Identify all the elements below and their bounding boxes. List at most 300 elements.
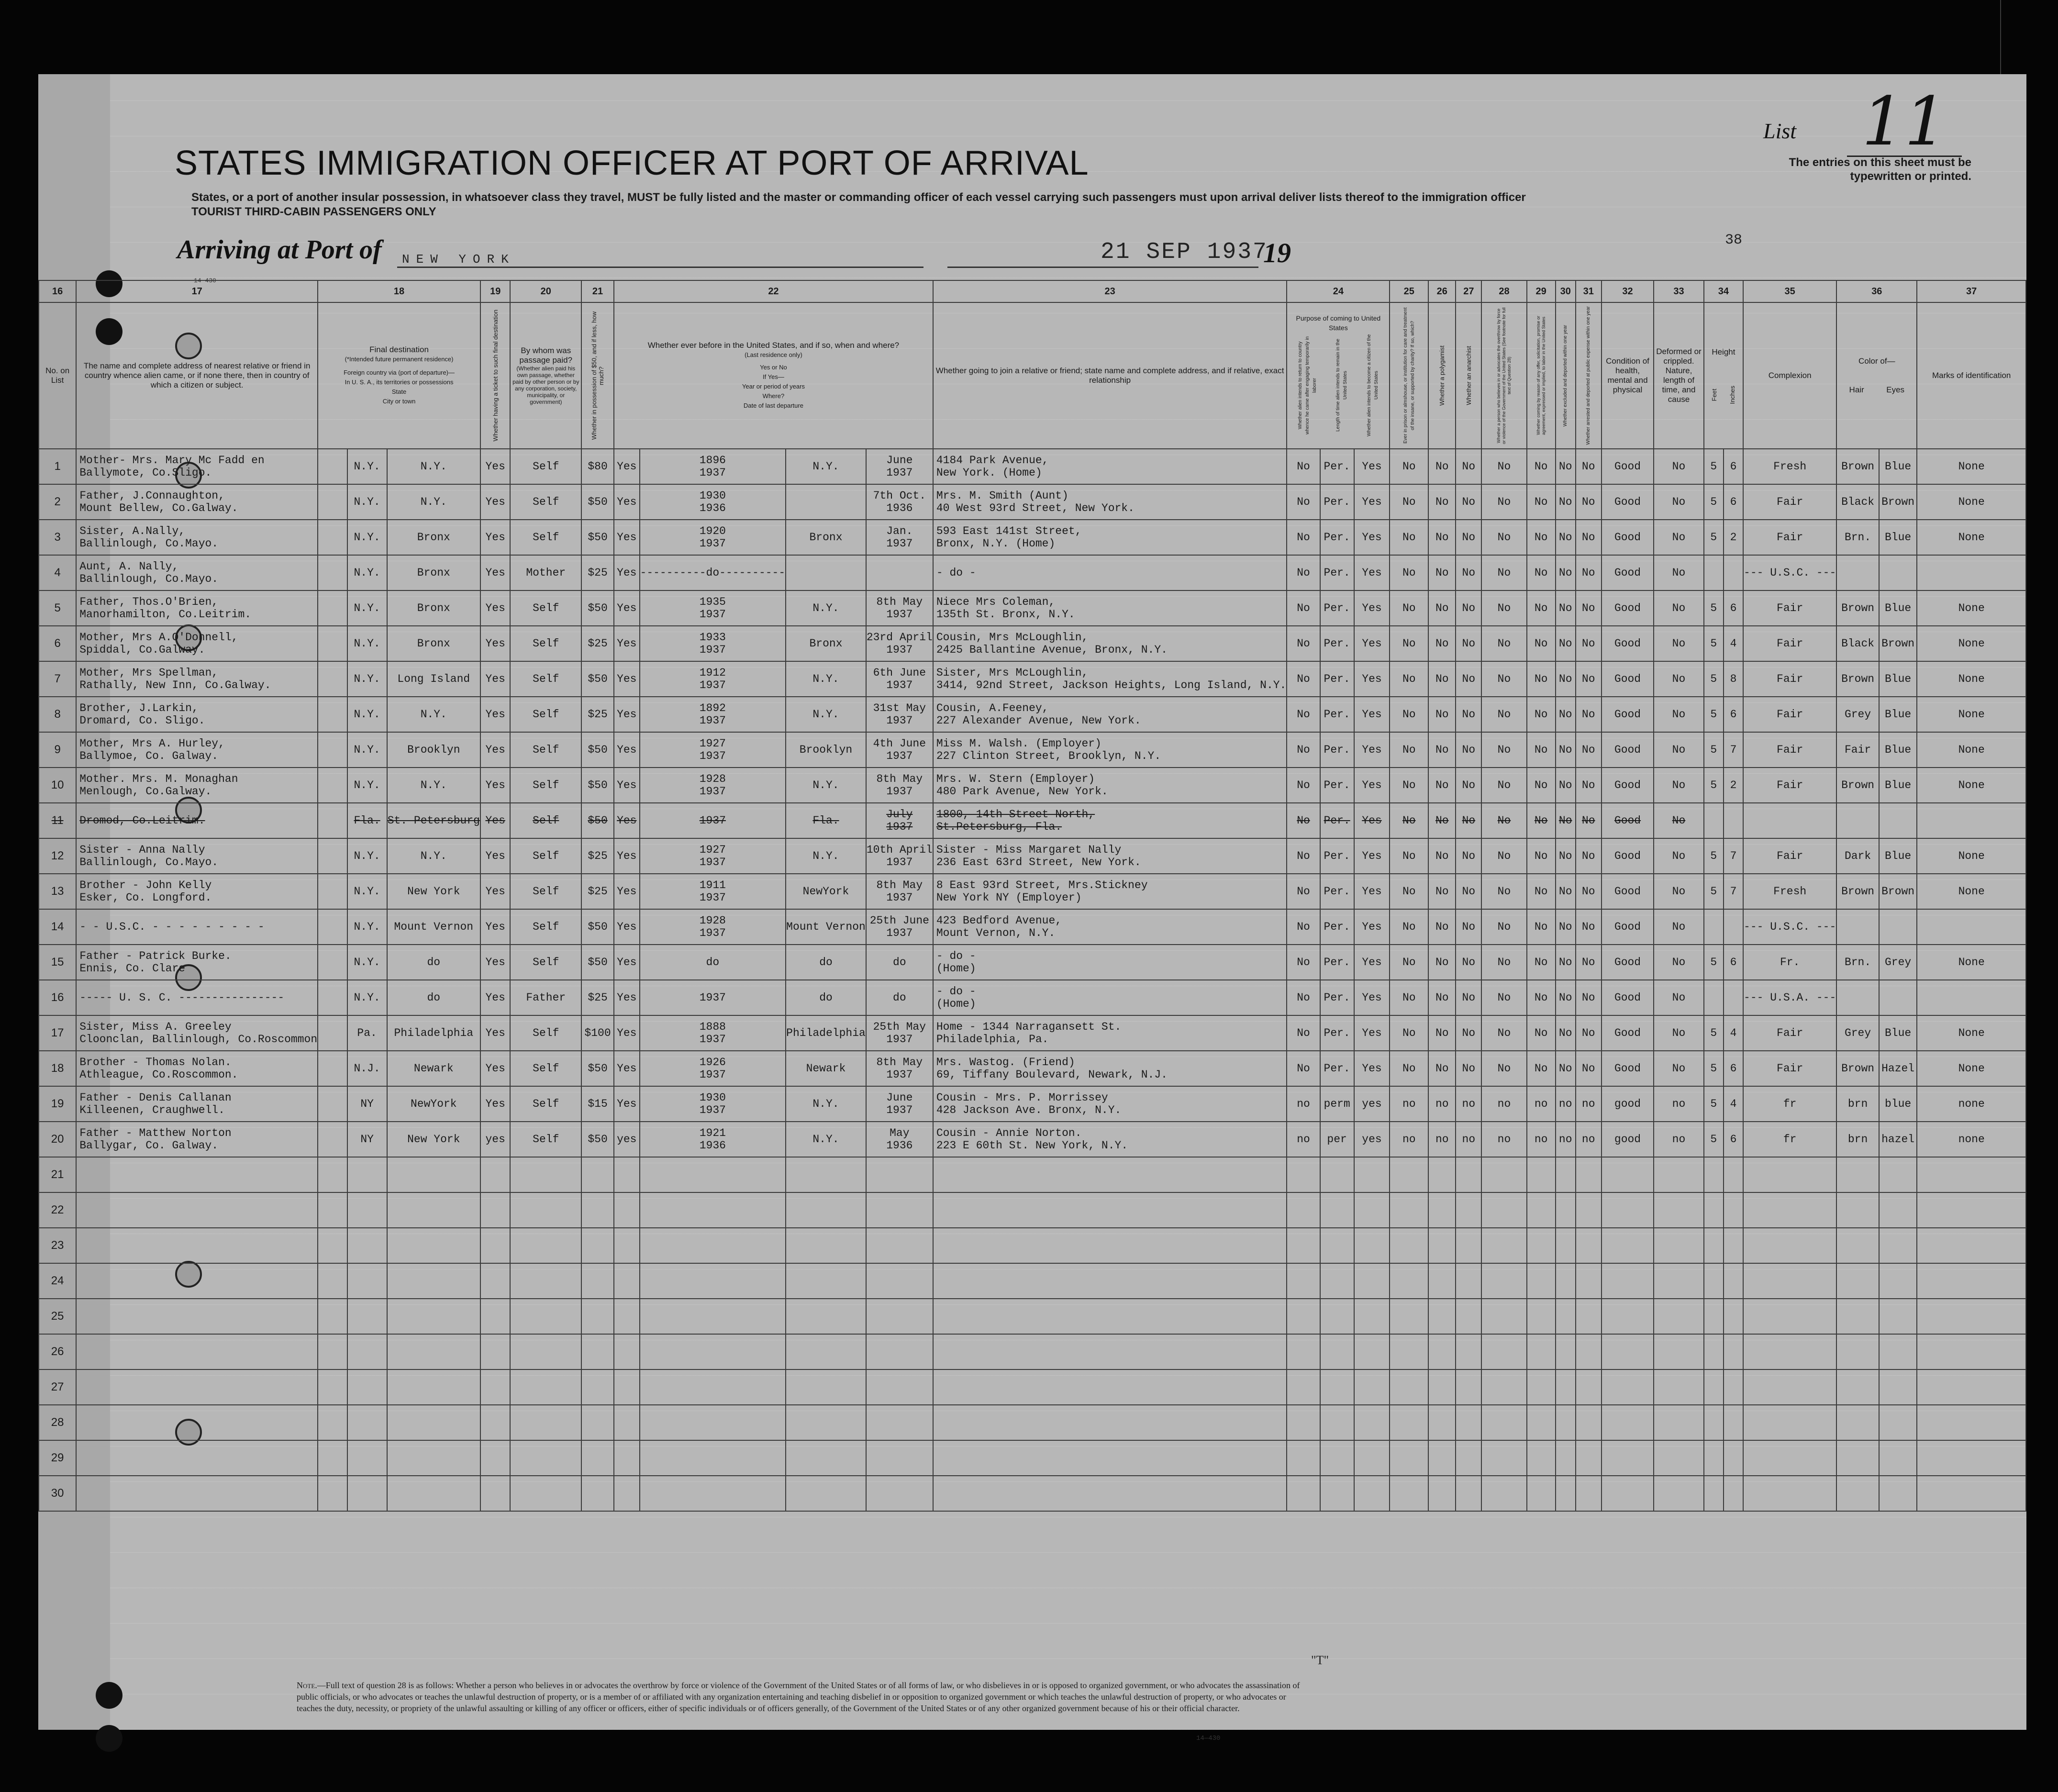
hair-cell: Brn.: [1836, 520, 1879, 555]
table-row-empty: [39, 1369, 2026, 1405]
complexion-cell: [1743, 1440, 1836, 1476]
passage-paid-cell: Self: [510, 1015, 581, 1051]
ticket-cell: Yes: [480, 803, 511, 838]
passage-paid-cell: [510, 1440, 581, 1476]
departure-date-cell-line: do: [893, 991, 906, 1004]
header-in-usa: In U. S. A., its territories or possessions: [345, 378, 454, 386]
anarchist-cell: No: [1456, 555, 1481, 590]
money-cell: $25: [581, 626, 614, 661]
relative-cell-line: - - U.S.C. - - - - - - - - -: [79, 921, 265, 933]
footnote-form-code: 14—430: [1196, 1735, 1221, 1742]
prison-cell: No: [1390, 838, 1428, 874]
where-cell: [786, 1440, 866, 1476]
table-row: [39, 626, 2026, 661]
relative-cell: [76, 1299, 318, 1334]
period-cell-line: 1927: [699, 844, 726, 856]
table-row: [39, 768, 2026, 803]
deformed-cell: No: [1654, 697, 1704, 732]
polygamist-cell: No: [1428, 945, 1456, 980]
prison-cell: no: [1390, 1086, 1428, 1122]
health-cell: Good: [1602, 874, 1654, 909]
period-cell: [640, 1263, 786, 1299]
state-cell: [347, 1476, 387, 1511]
period-cell: [640, 909, 786, 945]
complexion-cell: [1743, 1334, 1836, 1369]
labor-offer-cell: no: [1527, 1122, 1556, 1157]
feet-cell: 5: [1704, 661, 1724, 697]
purpose-citizen-cell: Yes: [1354, 803, 1390, 838]
inches-cell: 6: [1724, 484, 1743, 520]
health-cell: [1602, 1476, 1654, 1511]
health-cell: [1602, 1369, 1654, 1405]
purpose-citizen-cell: Yes: [1354, 449, 1390, 484]
anarchist-cell: No: [1456, 590, 1481, 626]
anarchist-cell: No: [1456, 768, 1481, 803]
polygamist-cell: [1428, 1157, 1456, 1192]
joining-cell-line: 227 Clinton Street, Brooklyn, N.Y.: [936, 750, 1161, 762]
purpose-return-cell: [1287, 1334, 1320, 1369]
purpose-return-cell: [1287, 1157, 1320, 1192]
relative-cell-line: Ballygar, Co. Galway.: [79, 1139, 219, 1152]
header-purpose-title: Purpose of coming to United States: [1296, 314, 1381, 332]
deformed-cell: [1654, 1299, 1704, 1334]
ticket-cell: [480, 1192, 511, 1228]
table-row: [39, 980, 2026, 1015]
period-cell: [640, 484, 786, 520]
passage-paid-cell: [510, 1228, 581, 1263]
feet-cell: [1704, 555, 1724, 590]
anarchist-cell: [1456, 1369, 1481, 1405]
ticket-cell: Yes: [480, 555, 511, 590]
inches-cell: 2: [1724, 520, 1743, 555]
manifest-rows: [39, 449, 2026, 1511]
ticket-cell: Yes: [480, 838, 511, 874]
hair-cell: [1836, 803, 1879, 838]
where-cell: [786, 1299, 866, 1334]
relative-cell: [76, 1334, 318, 1369]
joining-cell: [933, 1369, 1287, 1405]
purpose-length-cell: [1320, 1440, 1354, 1476]
deformed-cell: [1654, 1369, 1704, 1405]
polygamist-cell: No: [1428, 768, 1456, 803]
table-row: [39, 909, 2026, 945]
departure-date-cell-line: 23rd April: [866, 631, 933, 644]
purpose-length-cell: Per.: [1320, 555, 1354, 590]
relative-cell: [76, 449, 318, 484]
money-cell: $50: [581, 768, 614, 803]
complexion-cell: [1743, 1299, 1836, 1334]
anarchist-cell: No: [1456, 732, 1481, 768]
period-cell-line: 1937: [699, 679, 726, 691]
money-cell: [581, 1440, 614, 1476]
health-cell: [1602, 1192, 1654, 1228]
eyes-cell: Blue: [1879, 838, 1917, 874]
excluded-cell: No: [1556, 484, 1576, 520]
ticket-cell: [480, 1334, 511, 1369]
deported-cell: no: [1576, 1122, 1602, 1157]
marks-cell: [1917, 1157, 2026, 1192]
purpose-return-cell: No: [1287, 520, 1320, 555]
joining-cell-line: - do -: [936, 567, 976, 579]
excluded-cell: [1556, 1228, 1576, 1263]
inches-cell: 2: [1724, 768, 1743, 803]
where-cell: N.Y.: [786, 661, 866, 697]
money-cell: $50: [581, 520, 614, 555]
col-number: 31: [1576, 280, 1602, 302]
feet-cell: [1704, 1334, 1724, 1369]
purpose-return-cell: No: [1287, 449, 1320, 484]
joining-cell-line: Mount Vernon, N.Y.: [936, 927, 1056, 939]
header-date-departure: Date of last departure: [743, 402, 803, 409]
city-cell: Mount Vernon: [387, 909, 480, 945]
row-number: 15: [39, 945, 76, 980]
state-cell: [347, 1192, 387, 1228]
prison-cell: No: [1390, 945, 1428, 980]
deported-cell: No: [1576, 1051, 1602, 1086]
departure-date-cell-line: 7th Oct.: [873, 490, 926, 502]
anarchist-cell: No: [1456, 874, 1481, 909]
relative-cell-line: Manorhamilton, Co.Leitrim.: [79, 608, 252, 621]
foreign-via-cell: [318, 874, 347, 909]
deformed-cell: No: [1654, 838, 1704, 874]
excluded-cell: No: [1556, 874, 1576, 909]
before-cell: Yes: [614, 874, 639, 909]
period-cell-line: 1921: [699, 1127, 726, 1139]
prison-cell: no: [1390, 1122, 1428, 1157]
header-anarchist-text: Whether an anarchist: [1465, 346, 1472, 405]
city-cell: N.Y.: [387, 838, 480, 874]
before-cell: yes: [614, 1122, 639, 1157]
purpose-citizen-cell: Yes: [1354, 874, 1390, 909]
feet-cell: [1704, 1228, 1724, 1263]
where-cell: N.Y.: [786, 1086, 866, 1122]
relative-cell: [76, 626, 318, 661]
purpose-return-cell: [1287, 1440, 1320, 1476]
labor-offer-cell: [1527, 1157, 1556, 1192]
hair-cell: [1836, 1476, 1879, 1511]
passage-paid-cell: Self: [510, 626, 581, 661]
deported-cell: No: [1576, 909, 1602, 945]
joining-cell: [933, 1228, 1287, 1263]
period-cell: [640, 1369, 786, 1405]
departure-date-cell-line: 1937: [886, 785, 913, 798]
header-purpose-c: Whether alien intends to become a citizen of the United States: [1366, 334, 1379, 436]
passage-paid-cell: Self: [510, 449, 581, 484]
period-cell-line: 1937: [699, 1033, 726, 1046]
money-cell: $100: [581, 1015, 614, 1051]
departure-date-cell-line: 1937: [886, 644, 913, 656]
purpose-citizen-cell: Yes: [1354, 484, 1390, 520]
purpose-citizen-cell: [1354, 1192, 1390, 1228]
state-cell: N.Y.: [347, 484, 387, 520]
departure-date-cell: [866, 768, 933, 803]
joining-cell-line: 8 East 93rd Street, Mrs.Stickney: [936, 879, 1148, 891]
where-cell: Fla.: [786, 803, 866, 838]
joining-cell: [933, 732, 1287, 768]
period-cell: [640, 626, 786, 661]
money-cell: [581, 1263, 614, 1299]
ticket-cell: Yes: [480, 697, 511, 732]
departure-date-cell-line: 1937: [886, 467, 913, 479]
passage-paid-cell: Self: [510, 697, 581, 732]
relative-cell: [76, 1086, 318, 1122]
purpose-length-cell: Per.: [1320, 626, 1354, 661]
relative-cell: [76, 768, 318, 803]
marks-cell: none: [1917, 1086, 2026, 1122]
health-cell: [1602, 1157, 1654, 1192]
foreign-via-cell: [318, 520, 347, 555]
inches-cell: 4: [1724, 1086, 1743, 1122]
polygamist-cell: No: [1428, 1015, 1456, 1051]
purpose-citizen-cell: Yes: [1354, 909, 1390, 945]
purpose-citizen-cell: [1354, 1263, 1390, 1299]
q28-cell: No: [1481, 838, 1526, 874]
joining-cell: [933, 1334, 1287, 1369]
state-cell: N.Y.: [347, 768, 387, 803]
joining-cell-line: (Home): [936, 998, 976, 1010]
city-cell: [387, 1157, 480, 1192]
purpose-citizen-cell: Yes: [1354, 768, 1390, 803]
polygamist-cell: [1428, 1476, 1456, 1511]
page-title: STATES IMMIGRATION OFFICER AT PORT OF ARRIVAL: [175, 144, 1089, 182]
deformed-cell: No: [1654, 1015, 1704, 1051]
labor-offer-cell: [1527, 1192, 1556, 1228]
anarchist-cell: No: [1456, 909, 1481, 945]
prison-cell: No: [1390, 484, 1428, 520]
deformed-cell: No: [1654, 626, 1704, 661]
period-cell: [640, 803, 786, 838]
departure-date-cell: [866, 732, 933, 768]
period-cell: [640, 980, 786, 1015]
feet-cell: [1704, 1263, 1724, 1299]
purpose-citizen-cell: Yes: [1354, 626, 1390, 661]
joining-cell-line: 223 E 60th St. New York, N.Y.: [936, 1139, 1128, 1152]
excluded-cell: No: [1556, 520, 1576, 555]
purpose-citizen-cell: Yes: [1354, 732, 1390, 768]
q28-cell: [1481, 1263, 1526, 1299]
feet-cell: [1704, 980, 1724, 1015]
before-cell: [614, 1299, 639, 1334]
purpose-return-cell: [1287, 1299, 1320, 1334]
city-cell: [387, 1334, 480, 1369]
before-cell: Yes: [614, 1086, 639, 1122]
eyes-cell: hazel: [1879, 1122, 1917, 1157]
period-cell-line: 1937: [699, 644, 726, 656]
complexion-cell: Fr.: [1743, 945, 1836, 980]
q28-cell: [1481, 1476, 1526, 1511]
polygamist-cell: No: [1428, 661, 1456, 697]
purpose-length-cell: Per.: [1320, 1015, 1354, 1051]
where-cell: [786, 555, 866, 590]
marks-cell: None: [1917, 590, 2026, 626]
health-cell: Good: [1602, 803, 1654, 838]
hair-cell: [1836, 1440, 1879, 1476]
joining-cell: [933, 661, 1287, 697]
labor-offer-cell: No: [1527, 555, 1556, 590]
health-cell: [1602, 1440, 1654, 1476]
deported-cell: No: [1576, 768, 1602, 803]
anarchist-cell: No: [1456, 803, 1481, 838]
col-number: 23: [933, 280, 1287, 302]
ticket-cell: Yes: [480, 1015, 511, 1051]
deported-cell: No: [1576, 697, 1602, 732]
deported-cell: [1576, 1157, 1602, 1192]
before-cell: Yes: [614, 909, 639, 945]
period-cell: [640, 1228, 786, 1263]
feet-cell: [1704, 1405, 1724, 1440]
q28-cell: [1481, 1299, 1526, 1334]
deported-cell: No: [1576, 874, 1602, 909]
hair-cell: [1836, 1192, 1879, 1228]
marks-cell: [1917, 1405, 2026, 1440]
prison-cell: [1390, 1157, 1428, 1192]
row-number: 23: [39, 1228, 76, 1263]
period-cell: [640, 945, 786, 980]
joining-cell-line: New York. (Home): [936, 467, 1042, 479]
purpose-citizen-cell: yes: [1354, 1086, 1390, 1122]
header-final-destination-note: (*Intended future permanent residence): [345, 356, 454, 363]
purpose-return-cell: [1287, 1369, 1320, 1405]
relative-cell: [76, 484, 318, 520]
departure-date-cell: [866, 1476, 933, 1511]
departure-date-cell-line: 1937: [886, 927, 913, 939]
departure-date-cell: [866, 1440, 933, 1476]
where-cell: NewYork: [786, 874, 866, 909]
period-cell-line: 1937: [699, 467, 726, 479]
complexion-cell: Fair: [1743, 520, 1836, 555]
footnote-label: Note.: [297, 1681, 317, 1690]
excluded-cell: No: [1556, 661, 1576, 697]
money-cell: [581, 1157, 614, 1192]
excluded-cell: No: [1556, 768, 1576, 803]
health-cell: Good: [1602, 449, 1654, 484]
joining-cell-line: 480 Park Avenue, New York.: [936, 785, 1108, 798]
labor-offer-cell: No: [1527, 1015, 1556, 1051]
anarchist-cell: [1456, 1476, 1481, 1511]
city-cell: N.Y.: [387, 449, 480, 484]
prison-cell: No: [1390, 697, 1428, 732]
table-row: [39, 1122, 2026, 1157]
period-cell: [640, 1405, 786, 1440]
header-prison-text: Ever in prison or almshouse, or institution for care and treatment of the insane, or supported by charity? If so, which?: [1402, 307, 1415, 444]
polygamist-cell: [1428, 1263, 1456, 1299]
header-height: [1704, 302, 1743, 449]
purpose-citizen-cell: Yes: [1354, 520, 1390, 555]
purpose-return-cell: [1287, 1192, 1320, 1228]
joining-cell: [933, 1299, 1287, 1334]
health-cell: Good: [1602, 697, 1654, 732]
city-cell: do: [387, 945, 480, 980]
hair-cell: Brown: [1836, 590, 1879, 626]
passage-paid-cell: [510, 1157, 581, 1192]
header-deformed: Deformed or crippled. Nature, length of time, and cause: [1654, 302, 1704, 449]
feet-cell: 5: [1704, 484, 1724, 520]
period-cell: [640, 697, 786, 732]
period-cell-line: 1933: [699, 631, 726, 644]
before-cell: [614, 1263, 639, 1299]
anarchist-cell: No: [1456, 980, 1481, 1015]
deported-cell: No: [1576, 732, 1602, 768]
deformed-cell: [1654, 1192, 1704, 1228]
hair-cell: [1836, 980, 1879, 1015]
foreign-via-cell: [318, 449, 347, 484]
marks-cell: none: [1917, 1122, 2026, 1157]
purpose-citizen-cell: yes: [1354, 1122, 1390, 1157]
prison-cell: [1390, 1263, 1428, 1299]
period-cell: [640, 1015, 786, 1051]
health-cell: Good: [1602, 838, 1654, 874]
joining-cell: [933, 803, 1287, 838]
before-cell: Yes: [614, 697, 639, 732]
deformed-cell: No: [1654, 520, 1704, 555]
relative-cell-line: Brother, J.Larkin,: [79, 702, 199, 714]
inches-cell: 4: [1724, 1015, 1743, 1051]
state-cell: N.Y.: [347, 838, 387, 874]
feet-cell: [1704, 1157, 1724, 1192]
header-money: [581, 302, 614, 449]
ticket-cell: Yes: [480, 980, 511, 1015]
labor-offer-cell: [1527, 1476, 1556, 1511]
before-cell: Yes: [614, 803, 639, 838]
header-feet: Feet: [1711, 389, 1718, 401]
hair-cell: [1836, 1369, 1879, 1405]
q28-cell: No: [1481, 803, 1526, 838]
purpose-length-cell: [1320, 1228, 1354, 1263]
before-cell: Yes: [614, 980, 639, 1015]
eyes-cell: [1879, 803, 1917, 838]
excluded-cell: no: [1556, 1086, 1576, 1122]
header-health: Condition of health, mental and physical: [1602, 302, 1654, 449]
period-cell: [640, 838, 786, 874]
header-instructions: [191, 190, 1723, 219]
departure-date-cell-line: July: [886, 808, 913, 821]
complexion-cell: Fair: [1743, 1051, 1836, 1086]
where-cell: Mount Vernon: [786, 909, 866, 945]
eyes-cell: Blue: [1879, 768, 1917, 803]
foreign-via-cell: [318, 697, 347, 732]
binding-hole-icon: [96, 1682, 122, 1709]
q28-cell: No: [1481, 909, 1526, 945]
before-cell: [614, 1228, 639, 1263]
feet-cell: 5: [1704, 1086, 1724, 1122]
period-cell: [640, 555, 786, 590]
prison-cell: No: [1390, 732, 1428, 768]
eyes-cell: [1879, 909, 1917, 945]
joining-cell: [933, 1157, 1287, 1192]
prison-cell: [1390, 1440, 1428, 1476]
city-cell: [387, 1263, 480, 1299]
state-cell: [347, 1369, 387, 1405]
labor-offer-cell: No: [1527, 909, 1556, 945]
header-color-title: Color of—: [1858, 356, 1895, 366]
joining-cell-line: Niece Mrs Coleman,: [936, 596, 1056, 608]
city-cell: Brooklyn: [387, 732, 480, 768]
row-number: 30: [39, 1476, 76, 1511]
joining-cell-line: 423 Bedford Avenue,: [936, 914, 1062, 927]
foreign-via-cell: [318, 1157, 347, 1192]
header-marks: Marks of identification: [1917, 302, 2026, 449]
row-number: 9: [39, 732, 76, 768]
purpose-return-cell: No: [1287, 697, 1320, 732]
period-cell: [640, 1157, 786, 1192]
joining-cell: [933, 1015, 1287, 1051]
purpose-length-cell: Per.: [1320, 449, 1354, 484]
relative-cell: [76, 1228, 318, 1263]
purpose-length-cell: Per.: [1320, 520, 1354, 555]
foreign-via-cell: [318, 980, 347, 1015]
deformed-cell: [1654, 1476, 1704, 1511]
relative-cell-line: Ballinlough, Co.Mayo.: [79, 856, 219, 868]
